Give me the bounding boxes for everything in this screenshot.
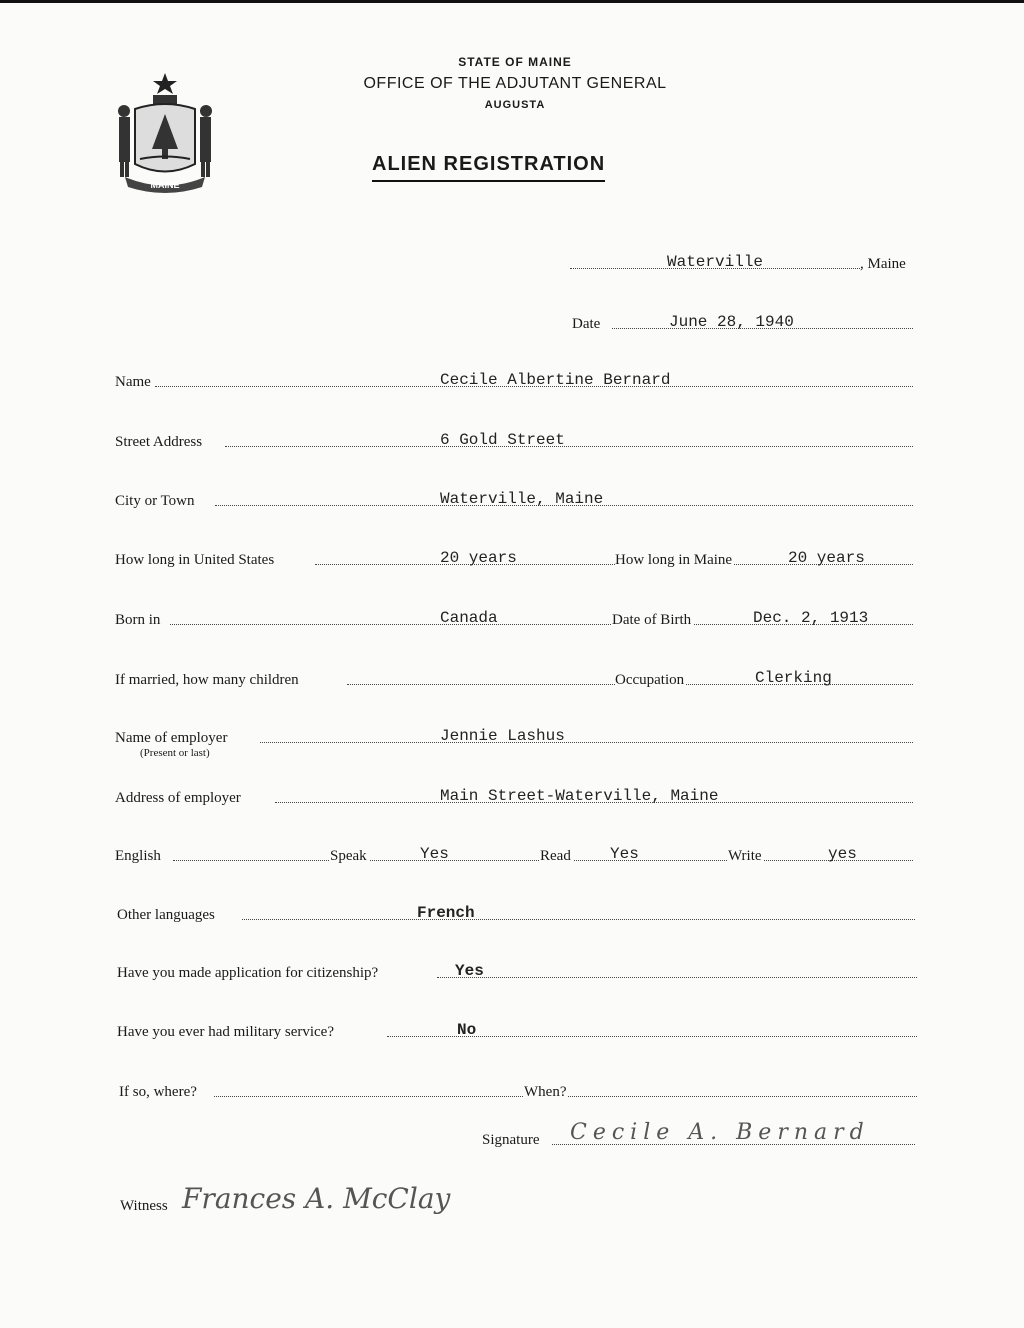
- city-label: City or Town: [115, 493, 195, 509]
- employer-address-label: Address of employer: [115, 790, 241, 806]
- witness-row: [120, 1182, 540, 1215]
- date-row: [572, 309, 915, 333]
- speak-label: Speak: [330, 848, 367, 864]
- where-label: If so, where?: [119, 1084, 197, 1100]
- city-row: [115, 486, 915, 510]
- place-row: [570, 249, 915, 273]
- seal-text: MAINE: [150, 180, 180, 190]
- header-office: OFFICE OF THE ADJUTANT GENERAL: [363, 75, 667, 92]
- read-label: Read: [540, 848, 571, 864]
- dob-label: Date of Birth: [612, 612, 692, 628]
- residence-row: [115, 545, 915, 569]
- date-value: June 28, 1940: [669, 313, 794, 331]
- citizenship-row: [117, 958, 917, 982]
- employer-line: [260, 742, 913, 743]
- place-suffix: , Maine: [860, 256, 906, 272]
- header-city: AUGUSTA: [484, 99, 546, 111]
- employer-sublabel: (Present or last): [140, 747, 210, 759]
- street-label: Street Address: [115, 434, 203, 450]
- english-label: English: [115, 848, 161, 864]
- birth-row: [115, 605, 915, 629]
- languages-line: [242, 919, 915, 920]
- signature-value: Cecile A. Bernard: [570, 1120, 870, 1145]
- us-years-value: 20 years: [440, 549, 517, 567]
- military-label: Have you ever had military service?: [117, 1024, 334, 1040]
- when-label: When?: [524, 1084, 567, 1100]
- maine-years-value: 20 years: [788, 549, 865, 567]
- city-value: Waterville, Maine: [440, 490, 604, 508]
- military-row: [117, 1017, 917, 1041]
- born-in-label: Born in: [115, 612, 161, 628]
- form-title: ALIEN REGISTRATION: [372, 153, 605, 182]
- employer-row: [115, 723, 915, 747]
- header-state: STATE OF MAINE: [458, 55, 572, 69]
- employer-address-value: Main Street-Waterville, Maine: [440, 787, 719, 805]
- maine-years-label: How long in Maine: [615, 552, 733, 568]
- citizenship-label: Have you made application for citizenship?: [117, 965, 379, 981]
- languages-value: French: [417, 904, 475, 922]
- place-value: Waterville: [667, 253, 764, 271]
- dob-value: Dec. 2, 1913: [753, 609, 869, 627]
- street-value: 6 Gold Street: [440, 431, 565, 449]
- us-years-label: How long in United States: [115, 552, 275, 568]
- military-value: No: [457, 1021, 477, 1039]
- languages-label: Other languages: [117, 907, 215, 923]
- children-row: [115, 665, 915, 689]
- name-row: [115, 367, 915, 391]
- english-row: [115, 841, 915, 865]
- read-value: Yes: [610, 845, 639, 863]
- maine-state-seal: [110, 69, 220, 194]
- where-row: [119, 1077, 919, 1101]
- name-value: Cecile Albertine Bernard: [440, 371, 671, 389]
- languages-row: [117, 900, 917, 924]
- signature-row: [482, 1120, 917, 1149]
- children-label: If married, how many children: [115, 672, 299, 688]
- occupation-value: Clerking: [755, 669, 832, 687]
- signature-label: Signature: [482, 1132, 540, 1148]
- occupation-label: Occupation: [615, 672, 685, 688]
- citizenship-value: Yes: [455, 962, 484, 980]
- write-label: Write: [728, 848, 762, 864]
- employer-label: Name of employer: [115, 730, 228, 746]
- citizenship-line: [437, 977, 917, 978]
- date-label: Date: [572, 316, 601, 332]
- write-value: yes: [828, 845, 857, 863]
- street-line: [225, 446, 913, 447]
- speak-value: Yes: [420, 845, 449, 863]
- employer-value: Jennie Lashus: [440, 727, 565, 745]
- street-row: [115, 427, 915, 451]
- form-header: [300, 55, 730, 111]
- witness-label: Witness: [120, 1198, 168, 1214]
- name-label: Name: [115, 374, 151, 390]
- witness-value: Frances A. McClay: [182, 1182, 451, 1215]
- born-in-value: Canada: [440, 609, 498, 627]
- employer-address-row: [115, 783, 915, 807]
